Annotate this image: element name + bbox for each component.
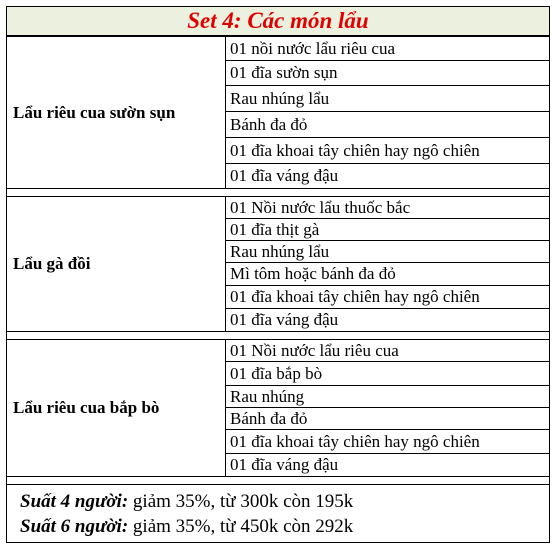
menu-card [6, 6, 550, 543]
price-text: giảm 35%, từ 450k còn 292k [128, 516, 354, 537]
dish-name: Lẩu riêu cua sườn sụn [7, 37, 226, 189]
dish-name: Lẩu gà đồi [7, 197, 226, 332]
dish-item: Rau nhúng lẩu [226, 86, 550, 112]
dish-item: 01 Nồi nước lẩu thuốc bắc [226, 197, 550, 219]
divider-cell [7, 332, 550, 340]
dish-item: 01 đĩa khoai tây chiên hay ngô chiên [226, 138, 550, 164]
dish-item: 01 nồi nước lẩu riêu cua [226, 37, 550, 61]
dish-name: Lẩu riêu cua bắp bò [7, 340, 226, 477]
menu-item-row [7, 197, 550, 219]
menu-item-row [7, 340, 550, 362]
section-divider [7, 189, 550, 197]
dish-item: Bánh đa đỏ [226, 112, 550, 138]
dish-item: Bánh đa đỏ [226, 408, 550, 430]
price-label: Suất 6 người: [20, 516, 129, 537]
dish-item: 01 đĩa váng đậu [226, 309, 550, 332]
dish-item: 01 đĩa sườn sụn [226, 61, 550, 86]
section-divider [7, 477, 550, 485]
menu-table [6, 36, 550, 485]
divider-cell [7, 189, 550, 197]
price-text: giảm 35%, từ 300k còn 195k [128, 491, 354, 512]
dish-item: Rau nhúng [226, 386, 550, 408]
menu-title: Set 4: Các món lẩu [6, 6, 550, 36]
dish-item: 01 đĩa khoai tây chiên hay ngô chiên [226, 430, 550, 454]
menu-item-row [7, 37, 550, 61]
dish-item: 01 đĩa thịt gà [226, 219, 550, 241]
price-footer [6, 485, 550, 543]
dish-item: 01 đĩa váng đậu [226, 454, 550, 477]
dish-item: Mì tôm hoặc bánh đa đỏ [226, 263, 550, 286]
divider-cell [7, 477, 550, 485]
dish-item: 01 đĩa bắp bò [226, 362, 550, 386]
dish-item: 01 đĩa khoai tây chiên hay ngô chiên [226, 286, 550, 309]
price-label: Suất 4 người: [20, 491, 129, 512]
dish-item: 01 Nồi nước lẩu riêu cua [226, 340, 550, 362]
dish-item: Rau nhúng lẩu [226, 241, 550, 263]
section-divider [7, 332, 550, 340]
price-line-4 [20, 489, 549, 514]
dish-item: 01 đĩa váng đậu [226, 164, 550, 189]
price-line-6 [20, 514, 549, 539]
